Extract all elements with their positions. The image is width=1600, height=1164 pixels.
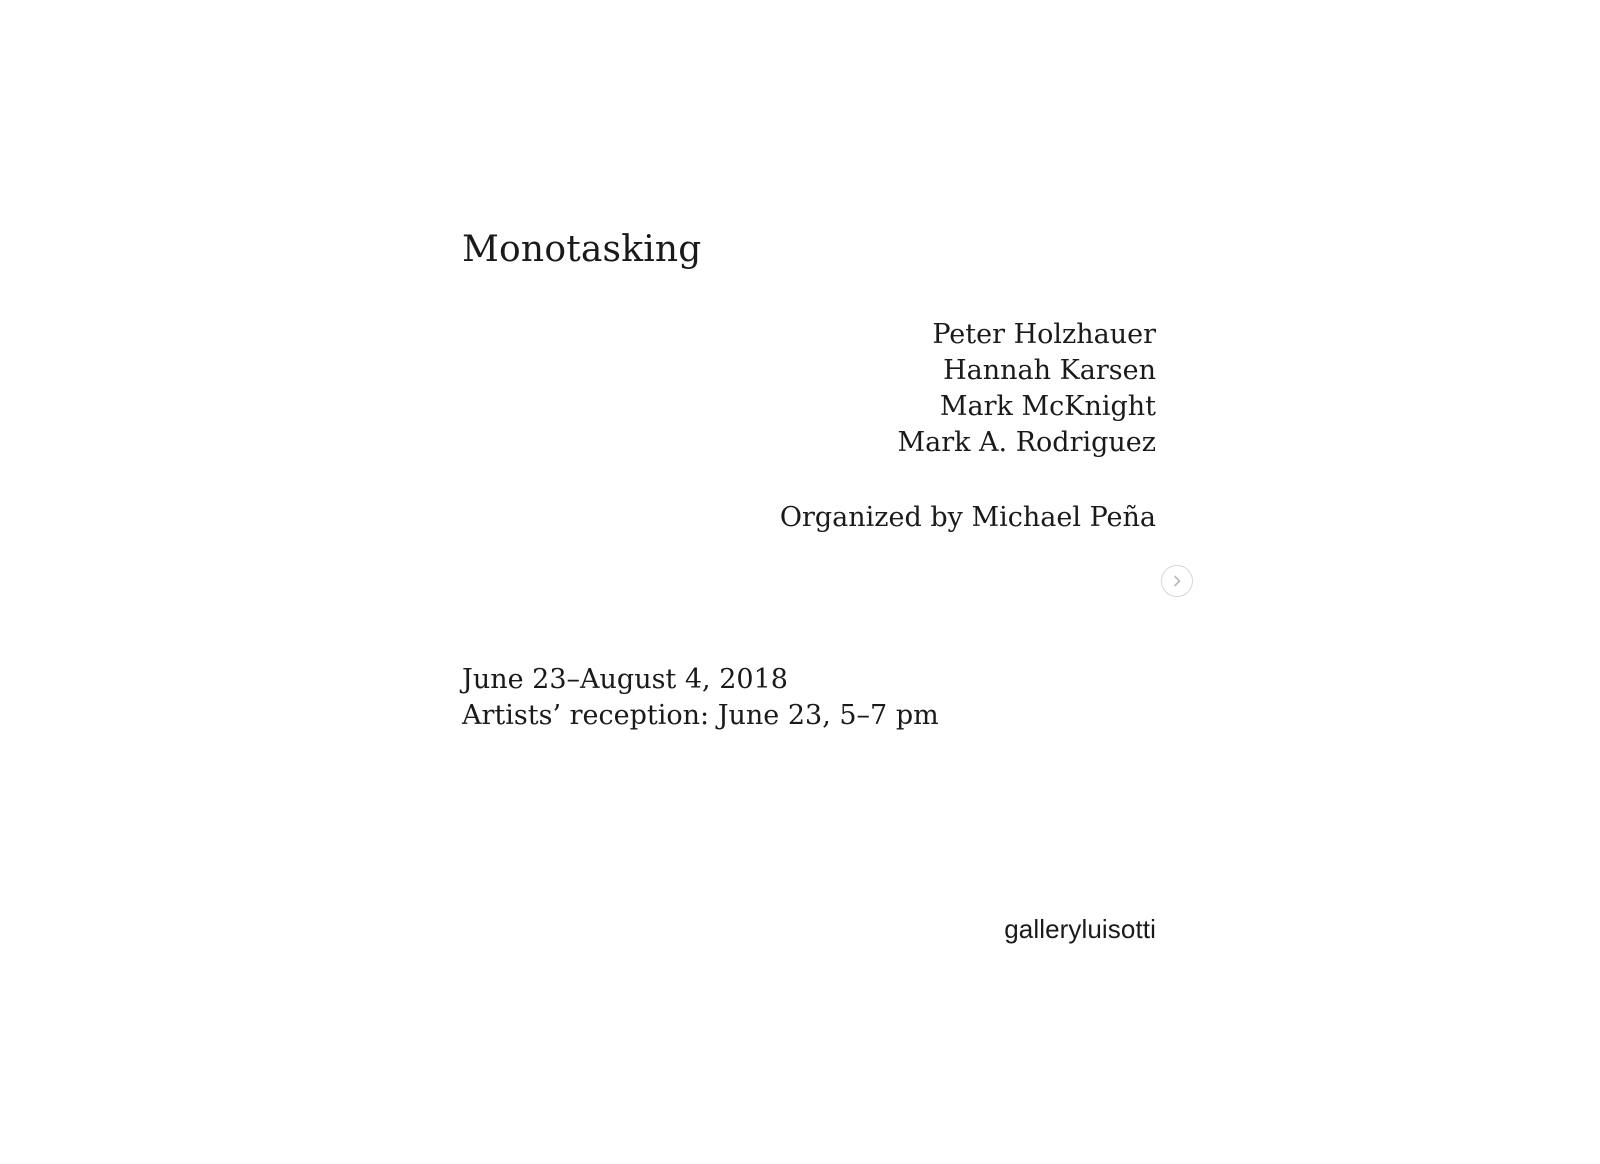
next-slide-button[interactable] <box>1161 565 1193 597</box>
artist-list <box>897 317 1156 461</box>
gallery-brand: galleryluisotti <box>1004 914 1156 944</box>
chevron-right-icon <box>1170 574 1184 588</box>
artist-name: Peter Holzhauer <box>932 319 1156 350</box>
exhibition-title: Monotasking <box>462 229 702 270</box>
artist-name: Hannah Karsen <box>943 355 1156 386</box>
reception-info: Artists’ reception: June 23, 5–7 pm <box>462 700 939 731</box>
organizer-credit: Organized by Michael Peña <box>779 502 1156 533</box>
exhibition-dates: June 23–August 4, 2018 <box>462 664 788 695</box>
artist-name: Mark A. Rodriguez <box>897 427 1156 458</box>
artist-name: Mark McKnight <box>939 391 1156 422</box>
exhibition-dates-block <box>462 662 939 734</box>
